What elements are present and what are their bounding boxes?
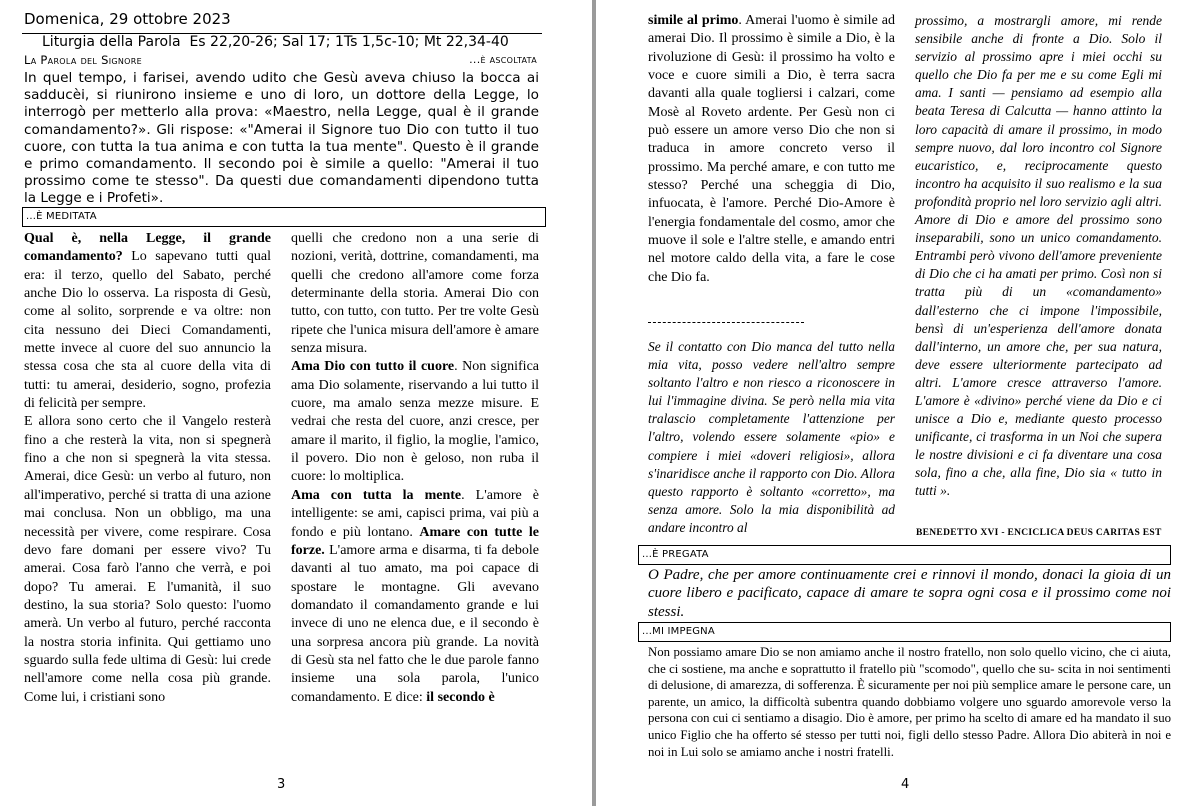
meditation-heading: il secondo è bbox=[426, 689, 495, 705]
meditation-paragraph bbox=[24, 230, 271, 413]
page-number: 4 bbox=[901, 777, 910, 792]
section-impegna-header bbox=[638, 622, 1171, 642]
commitment-text: Non possiamo amare Dio se non amiamo anche il nostro fratello, non solo quello vicino, che ci aiuta, che ci sostiene, ma anche e soprattutto il fratello più "scomodo", quello che su- scita in noi sentimenti di delusione, di amarezza, di sofferenza. È sicuramente per noi più semplice amare le persone care, un parente, un amico, la difficoltà subentra quando dobbiamo volgere uno sguardo amorevole verso la persona con cui ci sentiamo a disagio. Dio è amore, per primo ha scelto di amare ed ha mandato il suo unico Figlio che ha offerto sé stesso per tutti noi, figli dello stesso Padre. Allora Dio abiterà in noi e noi in Lui solo se amiamo anche i nostri fratelli. bbox=[648, 645, 1171, 759]
page-left bbox=[0, 0, 587, 806]
meditation-heading: Ama con tutta la mente bbox=[291, 487, 462, 503]
meditation-paragraph: E allora sono certo che il Vangelo resterà fino a che resterà la vita, non si spegnerà fino a che non si spegnerà la vita stessa. Amerai, dice Gesù: un verbo al futuro, non all'imperativo, perché si tratta di una azione mai conclusa. Non un obbligo, ma una necessità per vivere, come respirare. Cosa devo fare domani per essere vivo? Tu amerai. Cosa farò l'anno che verrà, e poi dopo? Tu amerai. E l'umanità, il suo destino, la sua storia? Solo questo: l'uomo amerà. Un verbo al futuro, perché racconta la nostra storia infinita. Qui gettiamo uno sguardo sulla fede ultima di Gesù: lui crede nell'amore come nella cosa più grande. Come lui, i cristiani sono bbox=[24, 414, 271, 705]
meditation-text: Lo sapevano tutti qual era: il terzo, quello del Sabato, perché anche Dio lo osserva. La risposta di Gesù, come al solito, sorprende e va oltre: non cita nessuno dei Dieci Comandamenti, mette invece al cuore del suo annuncio la stessa cosa che sta al cuore della vita di tutti: tu amerai, desiderio, sogno, profezia di felicità per sempre. bbox=[24, 249, 271, 412]
listened-label: ...è ascoltata bbox=[469, 53, 537, 66]
meditation-heading: Ama Dio con tutto il cuore bbox=[291, 359, 455, 375]
date-heading: Domenica, 29 ottobre 2023 bbox=[24, 10, 231, 28]
meditation-column-1 bbox=[24, 230, 271, 707]
meditation-paragraph bbox=[291, 358, 539, 486]
prayer-text: O Padre, che per amore continuamente crei e rinnovi il mondo, donaci la gioia di un cuore libero e pacificato, capace di amare te sopra ogni cosa e il prossimo come noi stessi. bbox=[648, 567, 1171, 620]
word-of-lord-label: La Parola del Signore bbox=[24, 53, 142, 67]
section-meditata-label: ...È MEDITATA bbox=[26, 211, 97, 222]
quote-attribution: BENEDETTO XVI - ENCICLICA DEUS CARITAS EST bbox=[916, 528, 1162, 538]
meditation-text: . Amerai l'uomo è simile ad amerai Dio. Il prossimo è simile a Dio, è la rivoluzione di Gesù: il prossimo ha volto e voce e cuore simili a Dio, è terra sacra davanti alla quale togliersi i calzari, come Mosè al Roveto ardente. Per Gesù non ci può essere un amore verso Dio che non si traduca in amore concreto verso il prossimo. Ma perché amare, e con tutto me stesso? Perché una scheggia di Dio, infuocata, è l'amore. Perché Dio-Amore è l'energia fondamentale del cosmo, amor che muove il sole e l'altre stelle, e amando entri nel motore caldo della vita, a fare le cose che Dio fa. bbox=[648, 13, 895, 285]
meditation-text: L'amore arma e disarma, ti fa debole davanti al tuo amato, ma poi capace di spostare le montagne. Gli avevano domandato il comandamento grande e lui invece di uno ne elenca due, e il secondo è una sorpresa ancora più grande. La novità di Gesù sta nel fatto che le due parole fanno insieme una sola parola, l'unico comandamento. E dice: bbox=[291, 542, 539, 705]
page-number: 3 bbox=[277, 777, 286, 792]
section-pregata-label: ...È PREGATA bbox=[642, 549, 709, 560]
meditation-paragraph bbox=[648, 12, 895, 287]
meditation-paragraph bbox=[291, 487, 539, 707]
section-pregata-header bbox=[638, 545, 1171, 565]
meditation-column-3 bbox=[648, 12, 895, 287]
meditation-column-2 bbox=[291, 230, 539, 707]
section-impegna-label: ...MI IMPEGNA bbox=[642, 626, 715, 637]
meditation-heading: simile al primo bbox=[648, 13, 739, 28]
meditation-text: . L'amore è intelligente: se ami, capisci prima, vai più a fondo e più lontano. bbox=[291, 487, 539, 540]
meditation-text: . Non significa ama Dio solamente, riservando a lui tutto il cuore, ma amalo senza mezze misure. E vedrai che resta del cuore, anzi cresce, per amare il marito, il figlio, la moglie, l'amico, il povero. Dio non è geloso, non ruba il cuore: lo moltiplica. bbox=[291, 359, 539, 485]
encyclical-quote-part-2: prossimo, a mostrargli amore, mi rende sensibile anche di fronte a Dio. Solo il servizio al prossimo apre i miei occhi su quello che Dio fa per me e su come Egli mi ama. I santi — pensiamo ad esempio alla beata Teresa di Calcutta — hanno attinto la loro capacità di amare il prossimo, in modo sempre nuovo, dal loro incontro col Signore eucaristico, e, reciprocamente questo incontro ha acquisito il suo realismo e la sua profondità proprio nel loro servizio agli altri. Amore di Dio e amore del prossimo sono inseparabili, sono un unico comandamento. Entrambi però vivono dell'amore preveniente di Dio che ci ha amati per primo. Così non si tratta più di un «comandamento» dall'esterno che ci impone l'impossibile, bensì di un'esperienza dell'amore donata dall'interno, un amore che, per sua natura, deve essere ulteriormente partecipato ad altri. L'amore cresce attraverso l'amore. L'amore è «divino» perché viene da Dio e ci unisce a Dio e, mediante questo processo unificante, ci trasforma in un Noi che supera le nostre divisioni e ci fa diventare una cosa sola, fino a che, alla fine, Dio sia « tutto in tutti ». bbox=[915, 13, 1162, 499]
liturgy-references: Liturgia della Parola Es 22,20-26; Sal 17; 1Ts 1,5c-10; Mt 22,34-40 bbox=[42, 34, 509, 50]
meditation-heading: Qual è, nella Legge, il grande comandamento? bbox=[24, 231, 271, 265]
section-meditata-header bbox=[22, 207, 546, 227]
gutter-divider bbox=[592, 0, 596, 806]
dashed-separator bbox=[648, 322, 804, 323]
meditation-heading: Amare con tutte le forze. bbox=[291, 524, 539, 558]
page-right bbox=[600, 0, 1187, 806]
meditation-paragraph: quelli che credono non a una serie di nozioni, verità, dottrine, comandamenti, ma quelli che credono all'amore come forza determinante della storia. Amerai Dio con tutto, con tutto, con tutto. Per tre volte Gesù ripete che l'unica misura dell'amore è amare senza misura. bbox=[291, 231, 539, 357]
encyclical-quote-part-1: Se il contatto con Dio manca del tutto nella mia vita, posso vedere nell'altro sempre soltanto l'altro e non riesco a riconoscere in lui l'immagine divina. Se però nella mia vita tralascio completamente l'attenzione per l'altro, volendo essere solamente «pio» e compiere i miei «doveri religiosi», allora s'inaridisce anche il rapporto con Dio. Allora questo rapporto è soltanto «corretto», ma senza amore. Solo la mia disponibilità ad andare incontro al bbox=[648, 339, 895, 535]
gospel-text: In quel tempo, i farisei, avendo udito che Gesù aveva chiuso la bocca ai sadducèi, si riunirono insieme e uno di loro, un dottore della Legge, lo interrogò per metterlo alla prova: «Maestro, nella Legge, qual è il grande comandamento?». Gli rispose: «"Amerai il Signore tuo Dio con tutto il tuo cuore, con tutta la tua anima e con tutta la tua mente". Questo è il grande e primo comandamento. Il secondo poi è simile a quello: "Amerai il tuo prossimo come te stesso". Da questi due comandamenti dipendono tutta la Legge e i Profeti». bbox=[24, 70, 539, 207]
